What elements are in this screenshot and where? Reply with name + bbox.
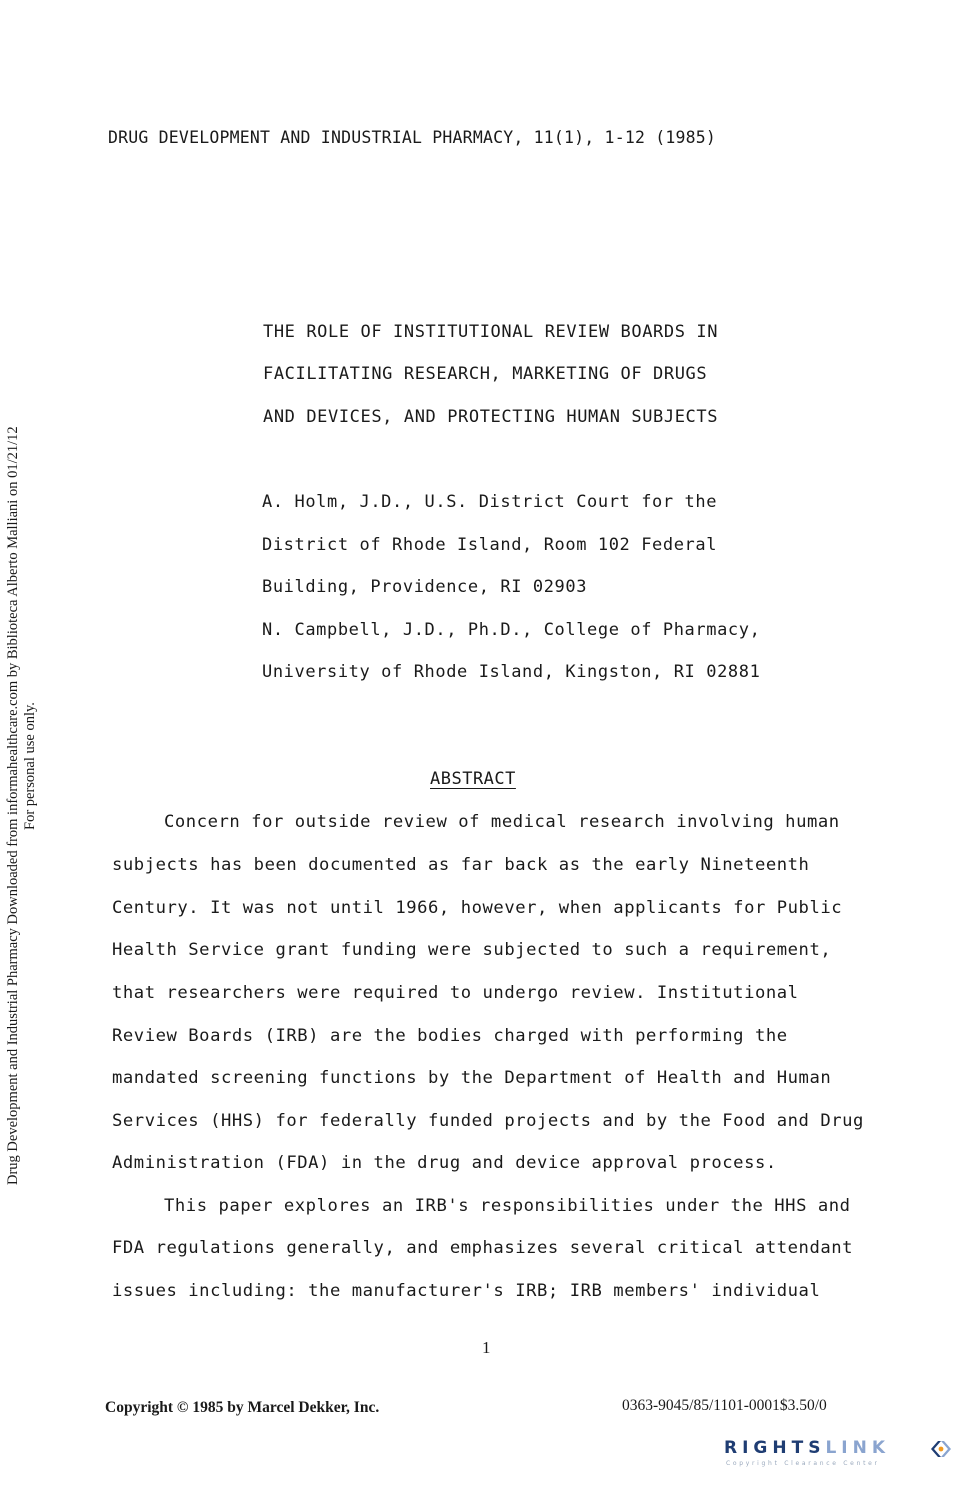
abstract-heading: ABSTRACT [430, 769, 516, 789]
title-line: AND DEVICES, AND PROTECTING HUMAN SUBJECTS [263, 407, 719, 427]
abstract-line: Administration (FDA) in the drug and device approval process. [112, 1153, 777, 1173]
rightslink-arrows-icon [928, 1439, 954, 1459]
title-line: FACILITATING RESEARCH, MARKETING OF DRUGS [263, 364, 708, 384]
journal-header: DRUG DEVELOPMENT AND INDUSTRIAL PHARMACY, 11(1), 1-12 (1985) [108, 128, 717, 147]
personal-use-notice: For personal use only. [22, 702, 38, 830]
article-code: 0363-9045/85/1101-0001$3.50/0 [622, 1397, 827, 1414]
abstract-line: Review Boards (IRB) are the bodies charged with performing the [112, 1026, 788, 1046]
copyright-notice: Copyright © 1985 by Marcel Dekker, Inc. [105, 1399, 380, 1416]
page-number: 1 [482, 1338, 491, 1357]
abstract-line: Concern for outside review of medical research involving human [164, 812, 840, 832]
abstract-line: that researchers were required to undergo review. Institutional [112, 983, 799, 1003]
author-line: A. Holm, J.D., U.S. District Court for the [262, 492, 718, 512]
abstract-line: Century. It was not until 1966, however, when applicants for Public [112, 898, 843, 918]
abstract-line: issues including: the manufacturer's IRB; IRB members' individual [112, 1281, 821, 1301]
abstract-line: This paper explores an IRB's responsibilities under the HHS and [164, 1196, 851, 1216]
abstract-line: FDA regulations generally, and emphasizes several critical attendant [112, 1238, 854, 1258]
rightslink-subtitle: Copyright Clearance Center [726, 1460, 880, 1467]
abstract-line: Health Service grant funding were subjected to such a requirement, [112, 940, 832, 960]
author-line: N. Campbell, J.D., Ph.D., College of Pharmacy, [262, 620, 761, 640]
abstract-line: Services (HHS) for federally funded projects and by the Food and Drug [112, 1111, 864, 1131]
abstract-line: subjects has been documented as far back as the early Nineteenth [112, 855, 810, 875]
author-line: District of Rhode Island, Room 102 Federal [262, 535, 718, 555]
rightslink-link: LINK [825, 1438, 890, 1458]
abstract-line: mandated screening functions by the Department of Health and Human [112, 1068, 832, 1088]
author-line: University of Rhode Island, Kingston, RI 02881 [262, 662, 761, 682]
author-line: Building, Providence, RI 02903 [262, 577, 588, 597]
rightslink-rights: RIGHTS [724, 1438, 826, 1458]
download-notice: Drug Development and Industrial Pharmacy Downloaded from informahealthcare.com by Biblioteca Alberto Malliani on 01/21/12 [5, 426, 21, 1185]
rightslink-logo[interactable] [724, 1438, 960, 1472]
rightslink-wordmark [724, 1438, 890, 1458]
title-line: THE ROLE OF INSTITUTIONAL REVIEW BOARDS IN [263, 322, 719, 342]
